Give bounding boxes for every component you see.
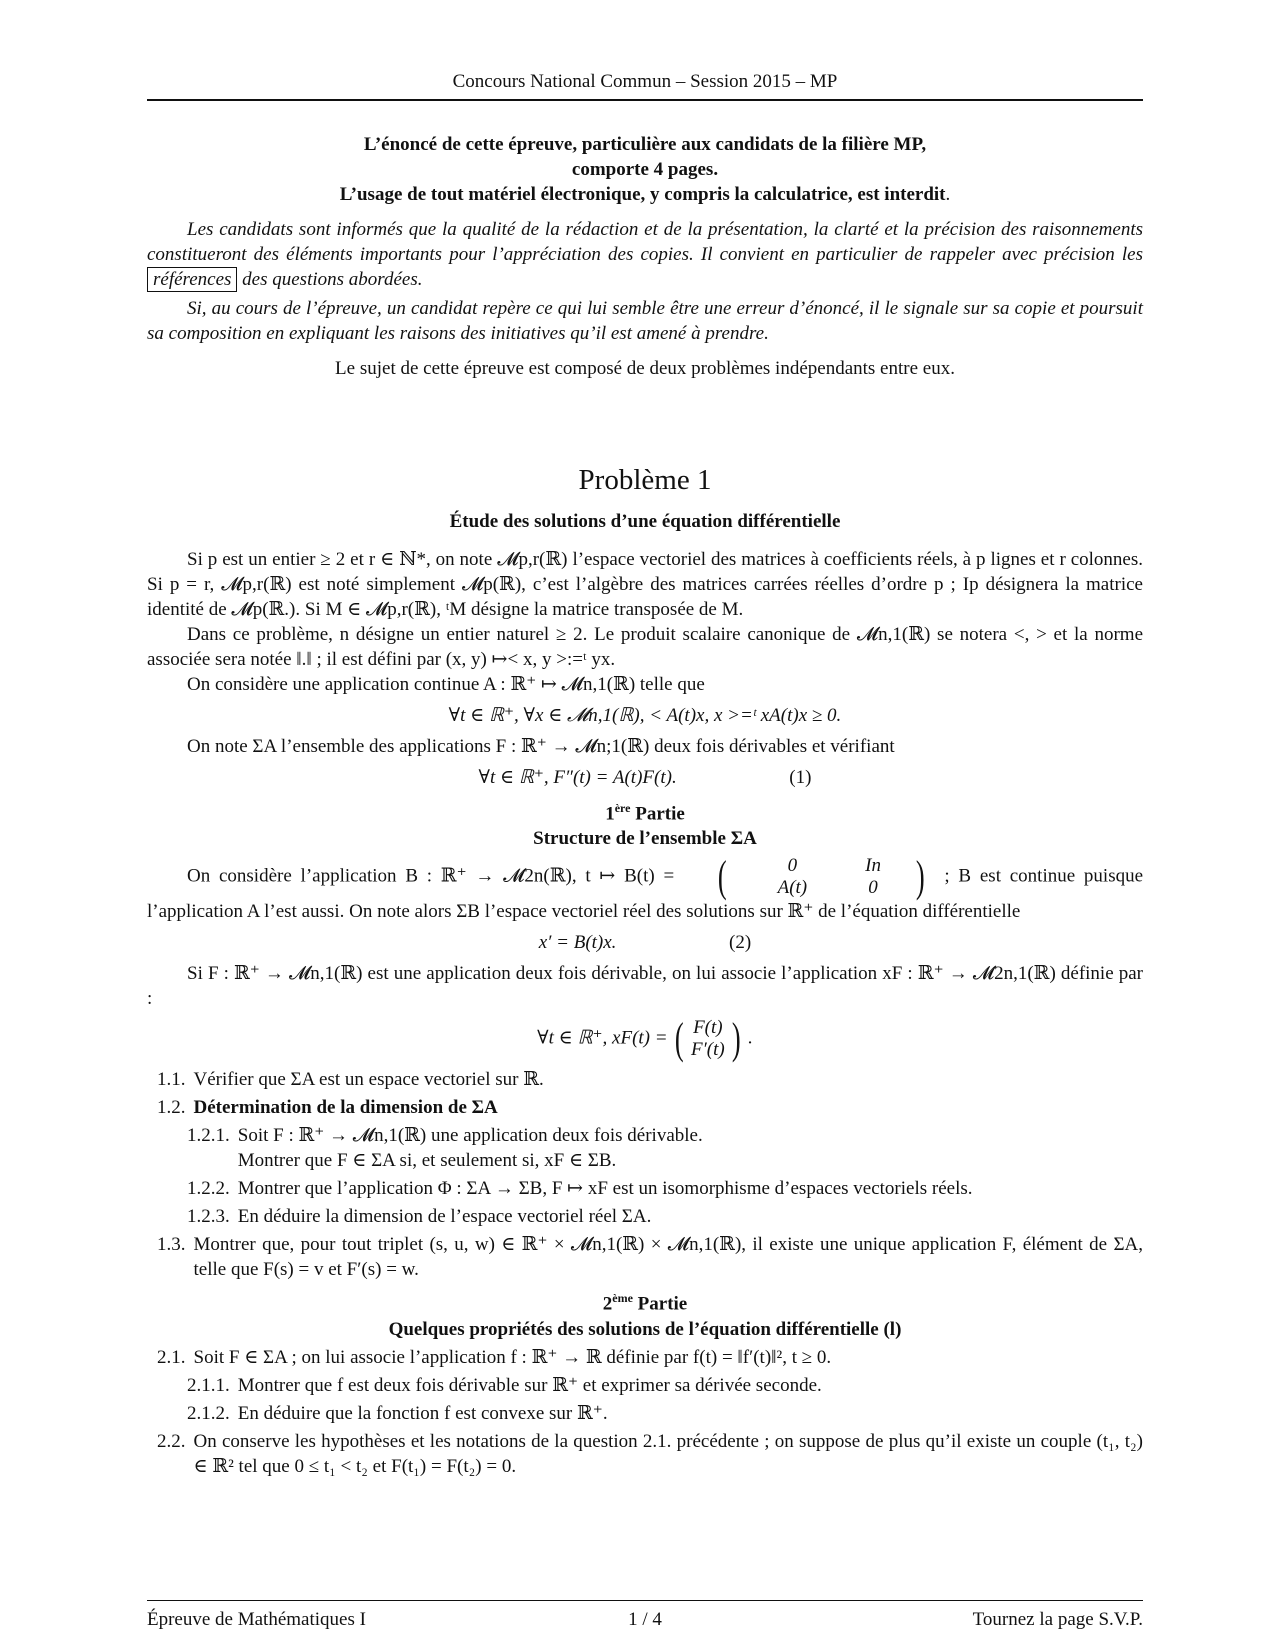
intro-paragraph-1 (147, 217, 1143, 292)
part-1-title: Structure de l’ensemble ΣA (533, 828, 757, 850)
part-2-number: 2 (602, 1293, 613, 1315)
question-number: 1.2.3. (187, 1206, 230, 1228)
question-1-2 (147, 1095, 1143, 1120)
question-text: Soit F : ℝ⁺ → 𝓜n,1(ℝ) une application deux fois dérivable. (237, 1125, 703, 1147)
question-2-1 (147, 1345, 1143, 1370)
intro-line-3-text: L’usage de tout matériel électronique, y compris la calculatrice, est interdit (339, 184, 946, 205)
question-text-2: Montrer que F ∈ ΣA si, et seulement si, xF ∈ ΣB. (237, 1150, 617, 1172)
part-2-sup: ème (612, 1291, 633, 1306)
footer-left: Épreuve de Mathématiques I (147, 1609, 366, 1630)
question-number: 2.1.2. (187, 1402, 230, 1424)
intro-p1-b: des questions abordées. (242, 269, 423, 290)
intro-p1-a: Les candidats sont informés que la qualité de la rédaction et de la présentation, la clarté et la précision des raisonnements constitueront des éléments importants pour l’appréciation des copies. Il convient en particulier de rappeler avec précision les (147, 219, 1143, 265)
matrix-B-cell: A(t) (777, 877, 808, 899)
question-text: Soit F ∈ ΣA ; on lui associe l’application f : ℝ⁺ → ℝ définie par f(t) = ‖f′(t)‖², t ≥ 0. (193, 1346, 832, 1368)
equation-3-b: . (748, 1027, 753, 1049)
part-1-paragraph-2: Si F : ℝ⁺ → 𝓜n,1(ℝ) est une application deux fois dérivable, on lui associe l’application xF : ℝ⁺ → 𝓜2n,1(ℝ) définie par : (147, 963, 1143, 1010)
question-text: Montrer que, pour tout triplet (s, u, w) ∈ ℝ⁺ × 𝓜n,1(ℝ) × 𝓜n,1(ℝ), il existe une unique application F, élément de ΣA, telle que F(s) = v et F′(s) = w. (193, 1234, 1143, 1281)
page-number: 1 / 4 (628, 1609, 662, 1630)
matrix-B: ( 0 In A(t) 0 ) (717, 852, 925, 902)
part-2-word: Partie (637, 1293, 688, 1315)
intro-line-3: L’usage de tout matériel électronique, y compris la calculatrice, est interdit. (339, 184, 951, 205)
question-text: En déduire que la fonction f est convexe sur ℝ⁺. (237, 1402, 608, 1424)
problem-body (147, 547, 1143, 1482)
question-1-1 (147, 1067, 1143, 1092)
problem-subtitle: Étude des solutions d’une équation différentielle (449, 511, 841, 532)
equation-2-number: (2) (729, 932, 752, 954)
part-2-heading (147, 1286, 1143, 1316)
question-number: 2.1. (157, 1346, 186, 1368)
part-1-p1-b: ; B est continue puisque l’application A l’est aussi. On note alors ΣB l’espace vectoriel réel des solutions sur ℝ⁺ de l’équation différentielle (147, 865, 1144, 923)
intro-line-1: L’énoncé de cette épreuve, particulière aux candidats de la filière MP, (363, 134, 927, 155)
question-number: 1.2.1. (187, 1125, 230, 1147)
equation-1-text: ∀t ∈ ℝ⁺, F″(t) = A(t)F(t). (478, 767, 677, 788)
references-box: références (147, 267, 237, 292)
equation-hypothesis: ∀t ∈ ℝ⁺, ∀x ∈ 𝓜n,1(ℝ), < A(t)x, x >=ᵗ xA(t)x ≥ 0. (448, 705, 842, 726)
equation-3 (147, 1014, 1143, 1064)
equation-3-a: ∀t ∈ ℝ⁺, xF(t) = (537, 1027, 668, 1049)
equation-1 (147, 765, 1143, 790)
intro-paragraph-3: Le sujet de cette épreuve est composé de deux problèmes indépendants entre eux. (335, 358, 955, 379)
problem-paragraph-1: Si p est un entier ≥ 2 et r ∈ ℕ*, on note 𝓜p,r(ℝ) l’espace vectoriel des matrices à coefficients réels, à p lignes et r colonnes. Si p = r, 𝓜p,r(ℝ) est noté simplement 𝓜p(ℝ), c’est l’algèbre des matrices carrées réelles d’ordre p ; Ip désignera la matrice identité de 𝓜p(ℝ.). Si M ∈ 𝓜p,r(ℝ), ᵗM désigne la matrice transposée de M. (147, 549, 1143, 620)
part-1-number: 1 (605, 803, 615, 825)
question-text: Détermination de la dimension de ΣA (193, 1097, 498, 1119)
question-1-2-1 (147, 1123, 1143, 1173)
part-1-word: Partie (635, 803, 685, 825)
matrix-B-cell: 0 (787, 855, 798, 877)
problem-paragraph-3: On considère une application continue A : ℝ⁺ ↦ 𝓜n,1(ℝ) telle que (187, 674, 705, 695)
intro-block (147, 132, 1143, 381)
question-text: Vérifier que ΣA est un espace vectoriel sur ℝ. (193, 1069, 544, 1091)
part-1-p1-a: On considère l’application B : ℝ⁺ → 𝓜2n(ℝ), t ↦ B(t) = (187, 865, 675, 887)
intro-line-2: comporte 4 pages. (571, 159, 719, 180)
part-1-heading (147, 796, 1143, 826)
footer-right: Tournez la page S.V.P. (972, 1609, 1143, 1630)
question-2-2 (147, 1429, 1143, 1479)
question-text: On conserve les hypothèses et les notations de la question 2.1. précédente ; on suppose de plus qu’il existe un couple (t₁, t₂) ∈ ℝ² tel que 0 ≤ t₁ < t₂ et F(t₁) = F(t₂) = 0. (193, 1430, 1143, 1477)
part-2-title: Quelques propriétés des solutions de l’équation différentielle (l) (388, 1318, 902, 1340)
equation-1-number: (1) (789, 767, 812, 788)
question-number: 1.3. (157, 1234, 186, 1256)
question-2-1-1 (147, 1373, 1143, 1398)
question-text: En déduire la dimension de l’espace vectoriel réel ΣA. (237, 1206, 652, 1228)
question-2-1-2 (147, 1401, 1143, 1426)
page-header: Concours National Commun – Session 2015 – MP (147, 71, 1143, 101)
question-number: 1.2.2. (187, 1178, 230, 1200)
matrix-B-cell: 0 (868, 877, 878, 899)
problem-title: Problème 1 (578, 464, 712, 496)
part-1-sup: ère (614, 801, 631, 815)
equation-2-text: x′ = B(t)x. (538, 932, 617, 954)
question-text: Montrer que f est deux fois dérivable sur ℝ⁺ et exprimer sa dérivée seconde. (237, 1374, 822, 1396)
question-text: Montrer que l’application Φ : ΣA → ΣB, F ↦ xF est un isomorphisme d’espaces vectoriels réels. (237, 1178, 973, 1200)
equation-2 (147, 930, 1143, 955)
vector-cell: F′(t) (690, 1039, 725, 1061)
vector-xF: ( F(t) F′(t) ) (675, 1014, 741, 1064)
question-1-3 (147, 1232, 1143, 1282)
question-number: 1.1. (157, 1069, 186, 1091)
part-1-paragraph-1 (147, 852, 1144, 924)
problem-paragraph-4: On note ΣA l’ensemble des applications F : ℝ⁺ → 𝓜n;1(ℝ) deux fois dérivables et vérifiant (187, 736, 895, 757)
problem-paragraph-2: Dans ce problème, n désigne un entier naturel ≥ 2. Le produit scalaire canonique de 𝓜n,1(ℝ) se notera <, > et la norme associée sera notée ‖.‖ ; il est défini par (x, y) ↦< x, y >:=ᵗ yx. (147, 624, 1143, 670)
question-1-2-3 (147, 1204, 1143, 1229)
question-number: 1.2. (157, 1097, 186, 1119)
question-1-2-2 (147, 1176, 1143, 1201)
matrix-B-cell: In (865, 855, 881, 877)
page-footer (147, 1600, 1143, 1631)
intro-paragraph-2: Si, au cours de l’épreuve, un candidat repère ce qui lui semble être une erreur d’énoncé, il le signale sur sa copie et poursuit sa composition en expliquant les raisons des initiatives qu’il est amené à prendre. (147, 298, 1143, 344)
vector-cell: F(t) (693, 1017, 723, 1039)
question-number: 2.1.1. (187, 1374, 230, 1396)
question-number: 2.2. (157, 1430, 186, 1452)
